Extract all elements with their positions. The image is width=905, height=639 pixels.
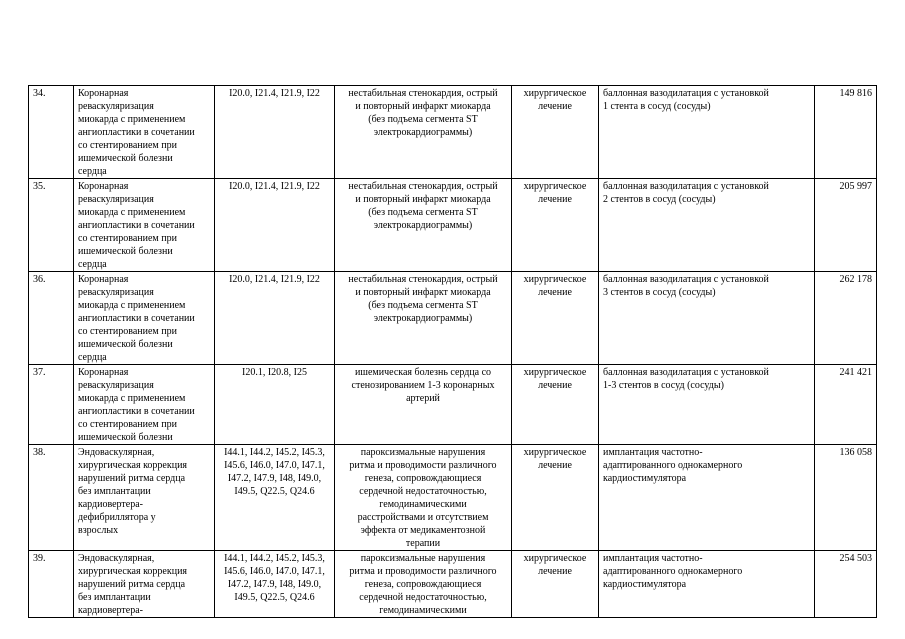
table-row <box>29 272 877 365</box>
treatment-method: баллонная вазодилатация с установкой 1 стента в сосуд (сосуды) <box>603 88 769 112</box>
treatment-type: хирургическое лечение <box>523 447 587 471</box>
row-number: 36. <box>33 274 46 285</box>
row-number: 35. <box>33 181 46 192</box>
service-name: Коронарная реваскуляризация миокарда с применением ангиопластики в сочетании со стентированием при ишемической болезни <box>78 367 195 443</box>
table-row <box>29 445 877 551</box>
treatment-type: хирургическое лечение <box>523 274 587 298</box>
price: 205 997 <box>839 181 872 192</box>
price: 262 178 <box>839 274 872 285</box>
service-name: Коронарная реваскуляризация миокарда с применением ангиопластики в сочетании со стентированием при ишемической болезни сердца <box>78 274 195 363</box>
treatment-type: хирургическое лечение <box>523 88 587 112</box>
icd-codes: I20.1, I20.8, I25 <box>242 367 307 378</box>
table-row <box>29 365 877 445</box>
icd-codes: I20.0, I21.4, I21.9, I22 <box>229 88 320 99</box>
service-name: Коронарная реваскуляризация миокарда с применением ангиопластики в сочетании со стентированием при ишемической болезни сердца <box>78 181 195 270</box>
treatment-method: имплантация частотно- адаптированного однокамерного кардиостимулятора <box>603 447 743 484</box>
service-name: Эндоваскулярная, хирургическая коррекция нарушений ритма сердца без имплантации кардиовертера- <box>78 553 188 616</box>
price: 254 503 <box>839 553 872 564</box>
treatment-method: баллонная вазодилатация с установкой 2 стентов в сосуд (сосуды) <box>603 181 769 205</box>
treatment-method: баллонная вазодилатация с установкой 3 стентов в сосуд (сосуды) <box>603 274 769 298</box>
patient-condition: нестабильная стенокардия, острый и повторный инфаркт миокарда (без подъема сегмента ST электрокардиограммы) <box>348 88 498 138</box>
table-row <box>29 86 877 179</box>
table-row <box>29 179 877 272</box>
row-number: 37. <box>33 367 46 378</box>
price: 136 058 <box>839 447 872 458</box>
service-name: Эндоваскулярная, хирургическая коррекция нарушений ритма сердца без имплантации кардиовертера- дефибриллятора у взрослых <box>78 447 188 536</box>
service-name: Коронарная реваскуляризация миокарда с применением ангиопластики в сочетании со стентированием при ишемической болезни сердца <box>78 88 195 177</box>
icd-codes: I20.0, I21.4, I21.9, I22 <box>229 274 320 285</box>
treatment-type: хирургическое лечение <box>523 553 587 577</box>
patient-condition: ишемическая болезнь сердца со стенозированием 1-3 коронарных артерий <box>351 367 495 404</box>
row-number: 34. <box>33 88 46 99</box>
price: 149 816 <box>839 88 872 99</box>
patient-condition: нестабильная стенокардия, острый и повторный инфаркт миокарда (без подъема сегмента ST электрокардиограммы) <box>348 181 498 231</box>
icd-codes: I20.0, I21.4, I21.9, I22 <box>229 181 320 192</box>
icd-codes: I44.1, I44.2, I45.2, I45.3, I45.6, I46.0, I47.0, I47.1, I47.2, I47.9, I48, I49.0, I49.5, Q22.5, Q24.6 <box>224 553 325 603</box>
icd-codes: I44.1, I44.2, I45.2, I45.3, I45.6, I46.0, I47.0, I47.1, I47.2, I47.9, I48, I49.0, I49.5, Q22.5, Q24.6 <box>224 447 325 497</box>
treatment-method: баллонная вазодилатация с установкой 1-3 стентов в сосуд (сосуды) <box>603 367 769 391</box>
patient-condition: нестабильная стенокардия, острый и повторный инфаркт миокарда (без подъема сегмента ST электрокардиограммы) <box>348 274 498 324</box>
table-row <box>29 551 877 618</box>
treatment-type: хирургическое лечение <box>523 367 587 391</box>
patient-condition: пароксизмальные нарушения ритма и проводимости различного генеза, сопровождающиеся сердечной недостаточностью, гемодинамическими расстройствами и отсутствием эффекта от медикаментозной терапии <box>349 447 497 549</box>
row-number: 38. <box>33 447 46 458</box>
patient-condition: пароксизмальные нарушения ритма и проводимости различного генеза, сопровождающиеся сердечной недостаточностью, гемодинамическими <box>349 553 497 616</box>
services-table <box>28 85 877 618</box>
row-number: 39. <box>33 553 46 564</box>
treatment-type: хирургическое лечение <box>523 181 587 205</box>
treatment-method: имплантация частотно- адаптированного однокамерного кардиостимулятора <box>603 553 743 590</box>
price: 241 421 <box>839 367 872 378</box>
